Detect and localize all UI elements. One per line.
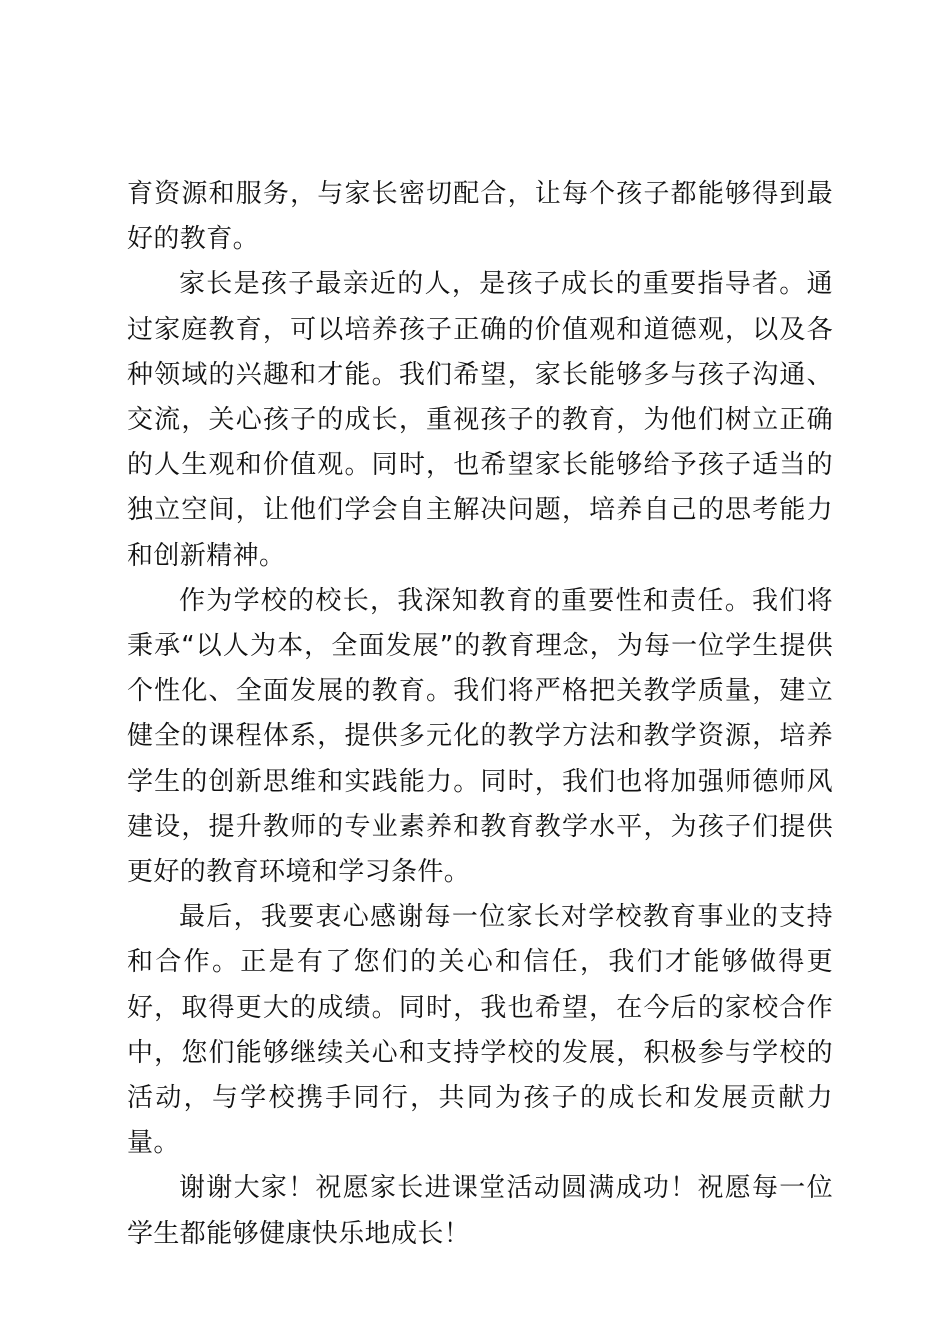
paragraph-gratitude: 最后，我要衷心感谢每一位家长对学校教育事业的支持和合作。正是有了您们的关心和信任，我们才能够做得更好，取得更大的成绩。同时，我也希望，在今后的家校合作中，您们能够继续关心和支持学校的发展，积极参与学校的活动，与学校携手同行，共同为孩子的成长和发展贡献力量。 (127, 902, 833, 1159)
document-body (127, 172, 833, 1257)
paragraph-school-commitment: 作为学校的校长，我深知教育的重要性和责任。我们将秉承“以人为本，全面发展”的教育理念，为每一位学生提供个性化、全面发展的教育。我们将严格把关教学质量，建立健全的课程体系，提供多元化的教学方法和教学资源，培养学生的创新思维和实践能力。同时，我们也将加强师德师风建设，提升教师的专业素养和教育教学水平，为孩子们提供更好的教育环境和学习条件。 (127, 585, 833, 888)
paragraph-continuation: 育资源和服务，与家长密切配合，让每个孩子都能够得到最好的教育。 (127, 179, 833, 255)
paragraph-parents-role: 家长是孩子最亲近的人，是孩子成长的重要指导者。通过家庭教育，可以培养孩子正确的价值观和道德观，以及各种领域的兴趣和才能。我们希望，家长能够多与孩子沟通、交流，关心孩子的成长，重视孩子的教育，为他们树立正确的人生观和价值观。同时，也希望家长能够给予孩子适当的独立空间，让他们学会自主解决问题，培养自己的思考能力和创新精神。 (127, 269, 833, 571)
paragraph-closing-wishes: 谢谢大家！祝愿家长进课堂活动圆满成功！祝愿每一位学生都能够健康快乐地成长！ (127, 1173, 833, 1249)
